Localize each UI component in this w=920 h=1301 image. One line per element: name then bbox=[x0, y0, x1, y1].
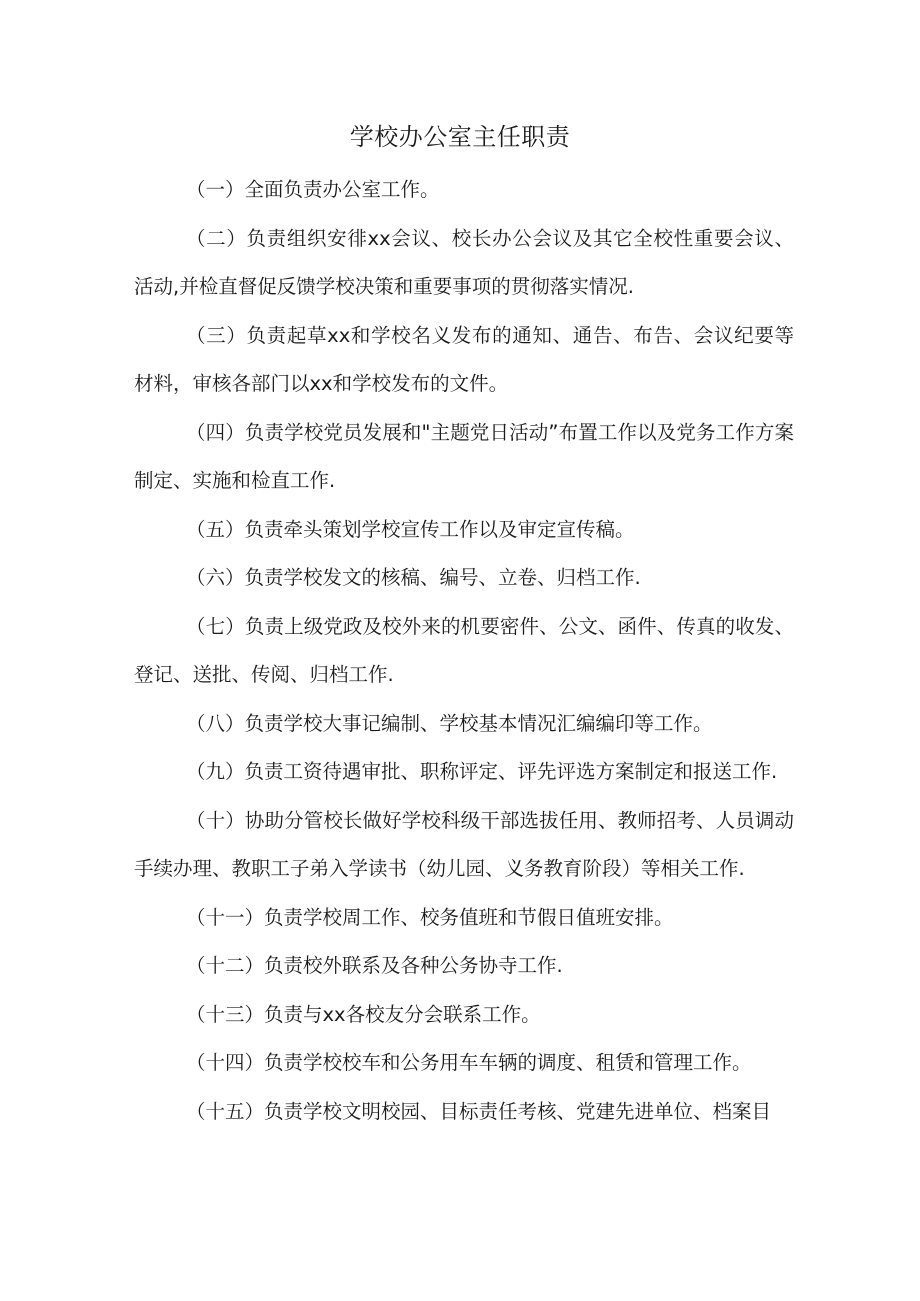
duty-paragraph-4: （四）负责学校党员发展和"主题党日活动”布置工作以及党务工作方案制定、实施和检直工作. bbox=[134, 420, 794, 492]
duty-paragraph-7: （七）负责上级党政及校外来的机要密件、公文、函件、传真的收发、登记、送批、传阅、归档工作. bbox=[134, 614, 794, 686]
duty-paragraph-13: （十三）负责与xx各校友分会联系工作。 bbox=[186, 1002, 541, 1026]
duty-paragraph-5: （五）负责牵头策划学校宣传工作以及审定宣传稿。 bbox=[186, 517, 635, 541]
duty-paragraph-9: （九）负责工资待遇审批、职称评定、评先评选方案制定和报送工作. bbox=[186, 760, 778, 783]
document-body bbox=[134, 166, 794, 1136]
duty-paragraph-2: （二）负责组织安徘xx会议、校长办公会议及其它全校性重要会议、活动,并检直督促反馈学校决策和重要事项的贯彻落实情况. bbox=[134, 226, 794, 298]
document-title: 学校办公室主任职责 bbox=[349, 123, 571, 151]
duty-paragraph-3: （三）负责起草xx和学校名义发布的通知、通告、布告、会议纪要等材料，审核各部门以xx和学校发布的文件。 bbox=[134, 323, 794, 395]
duty-paragraph-10: （十）协助分管校长做好学校科级干部选拔任用、教师招考、人员调动手续办理、教职工子弟入学读书（幼儿园、义务教育阶段）等相关工作. bbox=[134, 808, 794, 880]
duty-paragraph-14: （十四）负责学校校车和公务用车车辆的调度、租赁和管理工作。 bbox=[186, 1051, 752, 1074]
duty-paragraph-12: （十二）负责校外联系及各种公务协寺工作. bbox=[186, 954, 563, 977]
duty-paragraph-15: （十五）负责学校文明校园、目标责任考核、党建先进单位、档案目 bbox=[186, 1099, 772, 1123]
duty-paragraph-11: （十一）负责学校周工作、校务值班和节假日值班安排。 bbox=[186, 905, 674, 929]
duty-paragraph-1: （一）全面负责办公室工作。 bbox=[186, 178, 440, 201]
duty-paragraph-6: （六）负责学校发文的核稿、编号、立卷、归档工作. bbox=[186, 566, 641, 589]
duty-paragraph-8: （八）负责学校大事记编制、学校基本情况汇编编印等工作。 bbox=[186, 711, 713, 735]
